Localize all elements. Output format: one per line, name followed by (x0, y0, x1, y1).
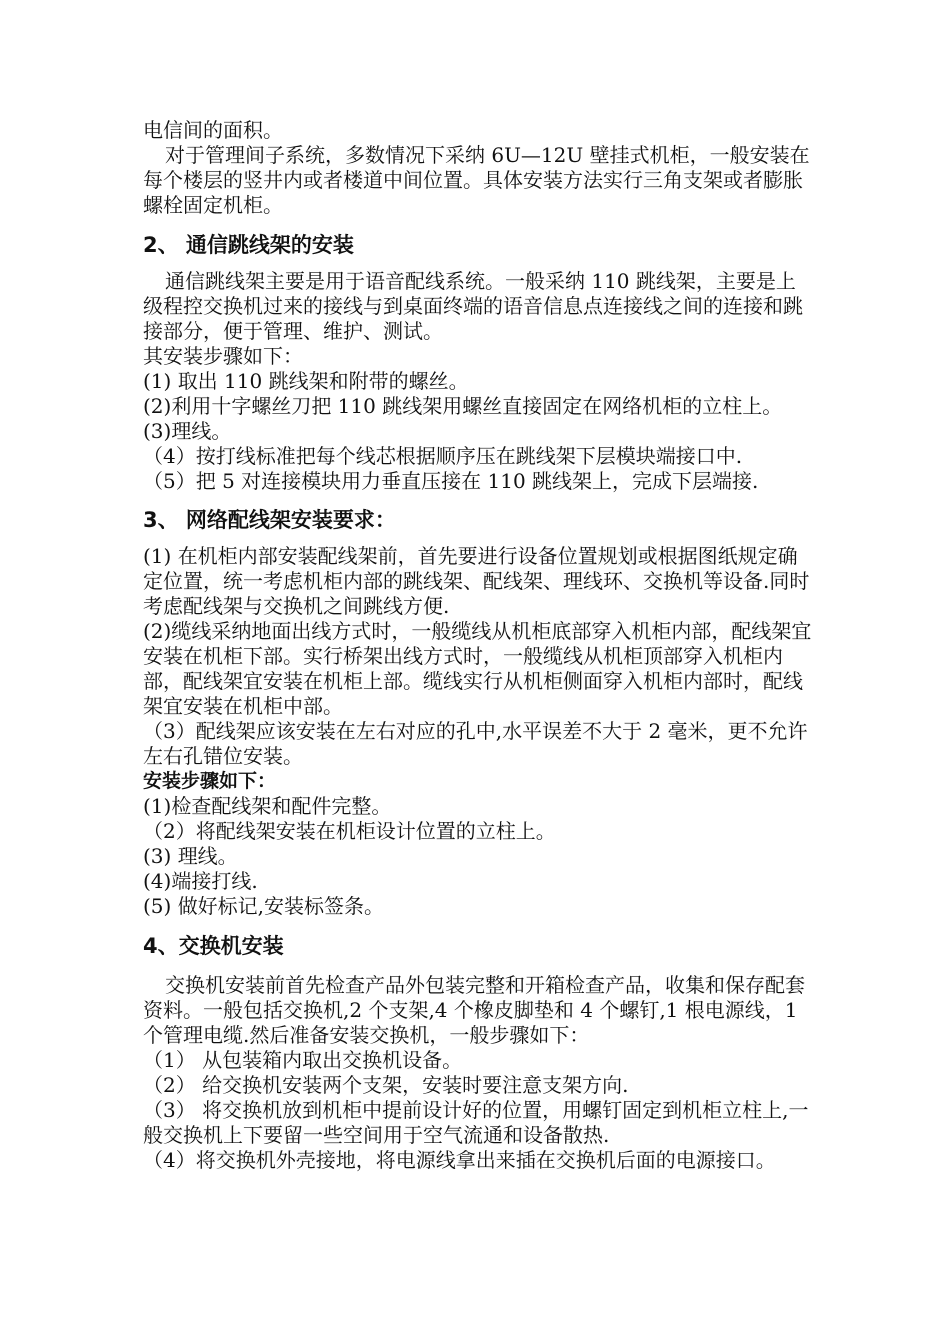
list-item-switch-step-2: （2） 给交换机安装两个支架，安装时要注意支架方向. (143, 1073, 629, 1097)
paragraph-management-cabinet: 对于管理间子系统，多数情况下采纳 6U—12U 壁挂式机柜，一般安装在每个楼层的竖井内或者楼道中间位置。具体安装方法实行三角支架或者膨胀螺栓固定机柜。 (143, 143, 810, 217)
paragraph-jumper-frame-intro: 通信跳线架主要是用于语音配线系统。一般采纳 110 跳线架，主要是上级程控交换机过来的接线与到桌面终端的语音信息点连接线之间的连接和跳接部分，便于管理、维护、测试。 (143, 269, 803, 343)
paragraph-install-steps-bold: 安装步骤如下： (143, 770, 277, 792)
list-item-panel-step-3: (3) 理线。 (143, 844, 238, 868)
paragraph-area-note: 电信间的面积。 (143, 118, 283, 142)
paragraph-install-steps-label: 其安装步骤如下： (143, 344, 303, 368)
heading-section-3: 3、 网络配线架安装要求： (143, 508, 396, 532)
list-item-panel-step-2: （2）将配线架安装在机柜设计位置的立柱上。 (143, 819, 556, 843)
list-item-step-4: （4）按打线标准把每个线芯根据顺序压在跳线架下层模块端接口中. (143, 444, 743, 468)
paragraph-patch-panel-req-2: (2)缆线采纳地面出线方式时，一般缆线从机柜底部穿入机柜内部，配线架宜安装在机柜下部。实行桥架出线方式时，一般缆线从机柜顶部穿入机柜内部，配线架宜安装在机柜上部。缆线实行从机柜侧面穿入机柜内部时，配线架宜安装在机柜中部。 (143, 619, 812, 718)
heading-section-2: 2、 通信跳线架的安装 (143, 233, 354, 257)
paragraph-switch-intro: 交换机安装前首先检查产品外包装完整和开箱检查产品，收集和保存配套资料。一般包括交换机,2 个支架,4 个橡皮脚垫和 4 个螺钉,1 根电源线，1 个管理电缆.然后准备安装交换机，一般步骤如下： (143, 973, 805, 1047)
list-item-panel-step-4: (4)端接打线. (143, 869, 258, 893)
heading-section-4: 4、交换机安装 (143, 934, 284, 958)
list-item-step-3: (3)理线。 (143, 419, 232, 443)
list-item-switch-step-3: （3） 将交换机放到机柜中提前设计好的位置，用螺钉固定到机柜立柱上,一般交换机上下要留一些空间用于空气流通和设备散热. (143, 1098, 809, 1147)
list-item-switch-step-1: （1） 从包装箱内取出交换机设备。 (143, 1048, 463, 1072)
list-item-step-1: (1) 取出 110 跳线架和附带的螺丝。 (143, 369, 469, 393)
list-item-step-2: (2)利用十字螺丝刀把 110 跳线架用螺丝直接固定在网络机柜的立柱上。 (143, 394, 783, 418)
list-item-panel-step-5: (5) 做好标记,安装标签条。 (143, 894, 385, 918)
paragraph-patch-panel-req-1: (1) 在机柜内部安装配线架前，首先要进行设备位置规划或根据图纸规定确定位置，统一考虑机柜内部的跳线架、配线架、理线环、交换机等设备.同时考虑配线架与交换机之间跳线方便. (143, 544, 810, 618)
list-item-switch-step-4: （4）将交换机外壳接地，将电源线拿出来插在交换机后面的电源接口。 (143, 1148, 776, 1172)
document-page (143, 118, 815, 1173)
paragraph-patch-panel-req-3: （3）配线架应该安装在左右对应的孔中,水平误差不大于 2 毫米，更不允许左右孔错位安装。 (143, 719, 808, 768)
list-item-step-5: （5）把 5 对连接模块用力垂直压接在 110 跳线架上，完成下层端接. (143, 469, 759, 493)
list-item-panel-step-1: (1)检查配线架和配件完整。 (143, 794, 392, 818)
